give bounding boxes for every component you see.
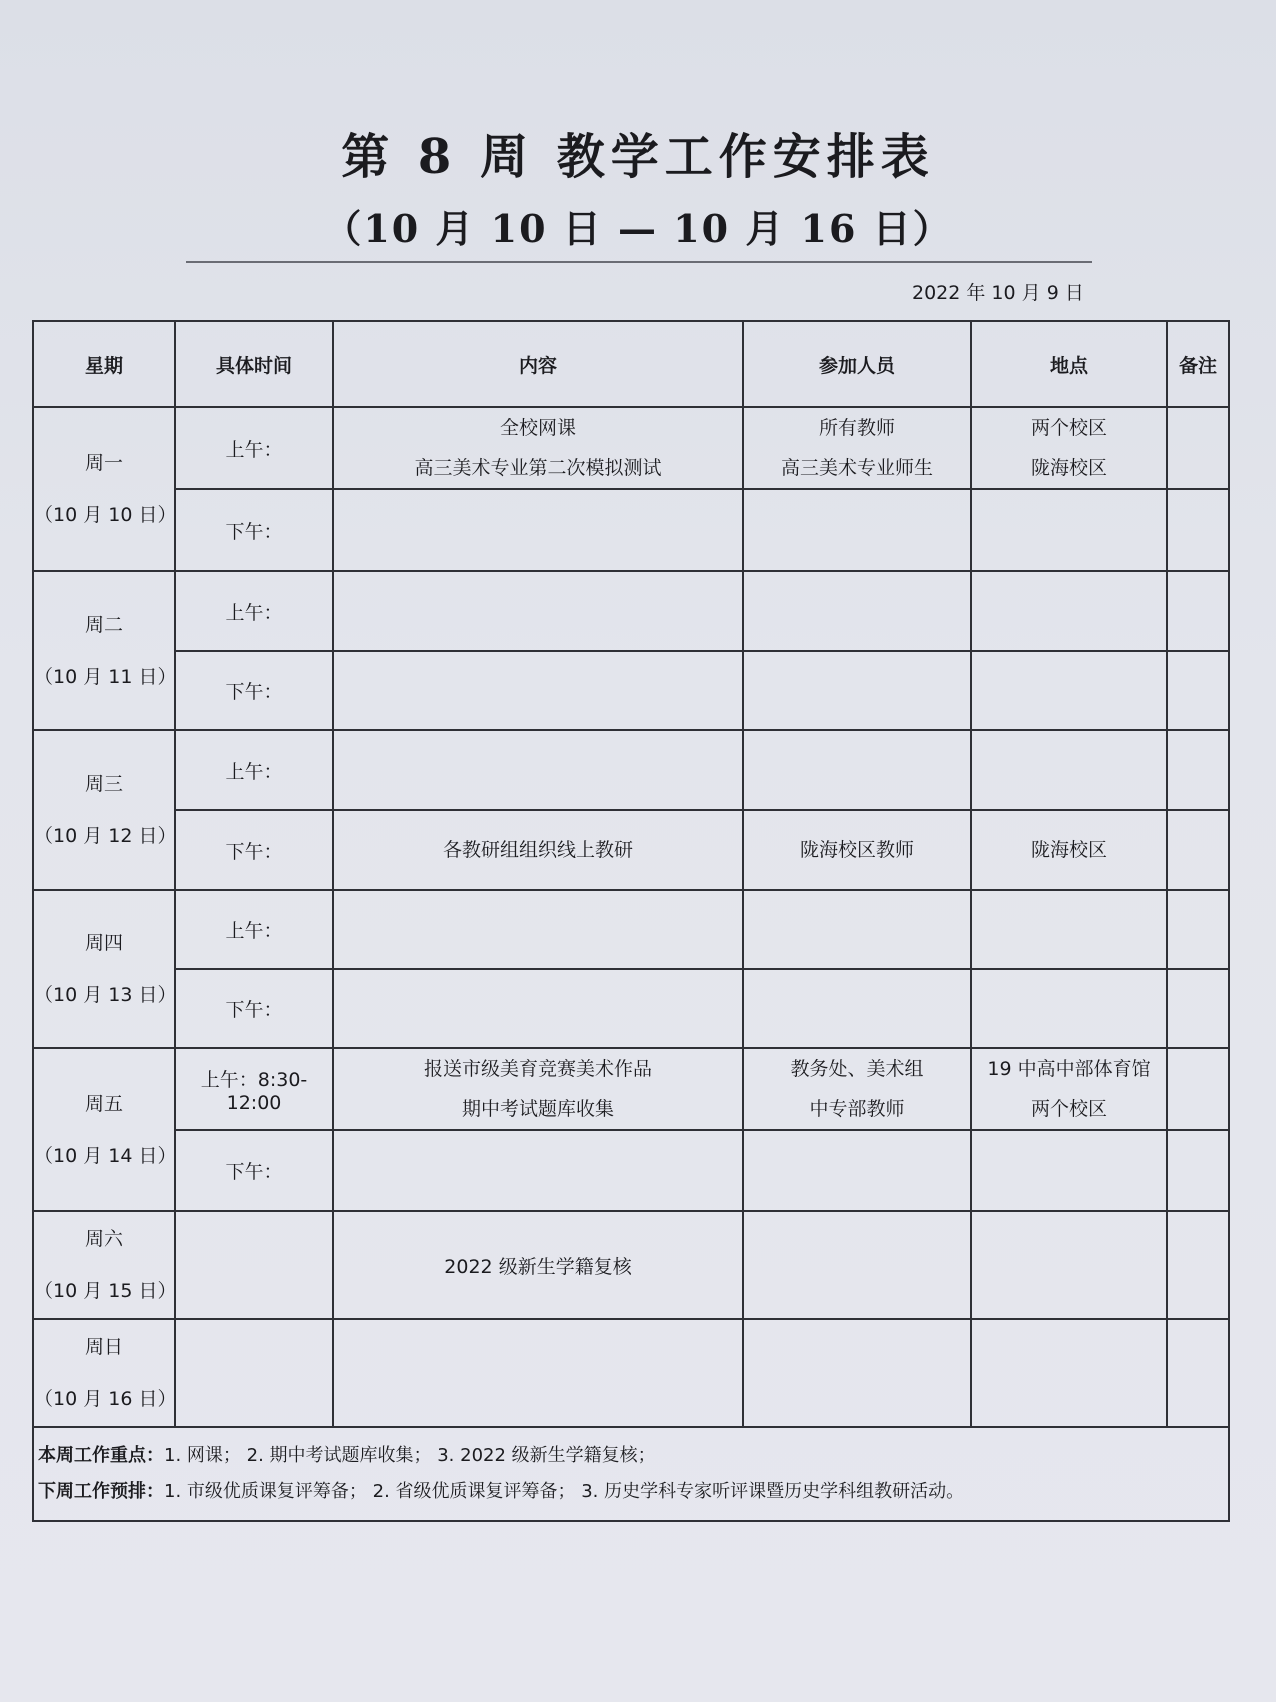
weekday-name: 周日 xyxy=(84,1336,123,1358)
table-row xyxy=(33,1319,1229,1427)
participants-cell xyxy=(743,1211,971,1319)
remarks-cell xyxy=(1167,890,1229,969)
time-cell: 上午： xyxy=(175,407,333,489)
location-cell xyxy=(971,1048,1167,1130)
time-cell: 下午： xyxy=(175,969,333,1048)
location-line: 19 中高中部体育馆 xyxy=(987,1058,1151,1080)
location-cell xyxy=(971,407,1167,489)
table-row xyxy=(33,407,1229,489)
table-row xyxy=(33,1130,1229,1211)
location-cell xyxy=(971,969,1167,1048)
location-line: 陇海校区 xyxy=(1030,839,1107,861)
next-week-plan xyxy=(38,1474,1224,1510)
content-cell xyxy=(333,407,743,489)
remarks-cell xyxy=(1167,571,1229,651)
content-cell xyxy=(333,969,743,1048)
remarks-cell xyxy=(1167,407,1229,489)
remarks-cell xyxy=(1167,969,1229,1048)
weekday-cell xyxy=(33,1211,175,1319)
header-content: 内容 xyxy=(333,321,743,407)
content-cell xyxy=(333,1130,743,1211)
participants-line: 教务处、美术组 xyxy=(790,1058,924,1080)
participants-cell xyxy=(743,489,971,571)
participants-cell xyxy=(743,1130,971,1211)
location-cell xyxy=(971,890,1167,969)
table-row xyxy=(33,489,1229,571)
time-cell xyxy=(175,1211,333,1319)
content-cell xyxy=(333,489,743,571)
weekday-cell xyxy=(33,1319,175,1427)
participants-line: 中专部教师 xyxy=(809,1098,905,1120)
remarks-cell xyxy=(1167,489,1229,571)
table-row xyxy=(33,651,1229,730)
location-cell xyxy=(971,1211,1167,1319)
time-cell: 上午： xyxy=(175,890,333,969)
header-row xyxy=(33,321,1229,407)
location-cell xyxy=(971,730,1167,810)
participants-cell xyxy=(743,1048,971,1130)
weekday-date: （10 月 12 日） xyxy=(34,825,177,847)
content-cell xyxy=(333,890,743,969)
time-cell: 上午： xyxy=(175,730,333,810)
weekly-summary xyxy=(33,1427,1229,1521)
table-row xyxy=(33,730,1229,810)
remarks-cell xyxy=(1167,1319,1229,1427)
content-line: 高三美术专业第二次模拟测试 xyxy=(414,457,662,479)
content-cell xyxy=(333,571,743,651)
participants-cell xyxy=(743,890,971,969)
participants-cell xyxy=(743,407,971,489)
weekday-date: （10 月 11 日） xyxy=(34,665,177,688)
time-cell: 下午： xyxy=(175,1130,333,1211)
page-title: 第 8 周 教学工作安排表 xyxy=(341,129,935,185)
header-remarks: 备注 xyxy=(1167,321,1229,407)
content-cell xyxy=(333,1048,743,1130)
participants-line: 高三美术专业师生 xyxy=(780,457,933,479)
participants-cell xyxy=(743,1319,971,1427)
content-cell xyxy=(333,1319,743,1427)
remarks-cell xyxy=(1167,1211,1229,1319)
weekday-cell xyxy=(33,407,175,571)
location-cell xyxy=(971,1319,1167,1427)
weekly-focus xyxy=(38,1438,1224,1474)
remarks-cell xyxy=(1167,651,1229,730)
time-cell: 下午： xyxy=(175,489,333,571)
participants-line: 陇海校区教师 xyxy=(799,839,914,861)
table-row xyxy=(33,1048,1229,1130)
weekday-date: （10 月 15 日） xyxy=(34,1280,177,1302)
content-cell xyxy=(333,651,743,730)
remarks-cell xyxy=(1167,1130,1229,1211)
content-line: 报送市级美育竞赛美术作品 xyxy=(423,1058,652,1080)
location-cell xyxy=(971,810,1167,890)
location-line: 两个校区 xyxy=(1030,417,1107,439)
content-cell xyxy=(333,730,743,810)
weekday-date: （10 月 16 日） xyxy=(34,1388,177,1410)
table-row xyxy=(33,969,1229,1048)
content-cell xyxy=(333,810,743,890)
time-cell xyxy=(175,1319,333,1427)
weekday-name: 周六 xyxy=(84,1228,123,1250)
next-week-label: 下周工作预排： xyxy=(38,1481,164,1502)
weekly-focus-text: 1. 网课； 2. 期中考试题库收集； 3. 2022 级新生学籍复核； xyxy=(164,1445,656,1466)
participants-cell xyxy=(743,969,971,1048)
issue-date: 2022 年 10 月 9 日 xyxy=(912,282,1084,304)
weekday-date: （10 月 14 日） xyxy=(34,1144,177,1167)
table-row xyxy=(33,890,1229,969)
table-row xyxy=(33,1211,1229,1319)
weekday-cell xyxy=(33,890,175,1048)
date-range-subtitle: （10 月 10 日 — 10 月 16 日） xyxy=(323,206,953,251)
time-cell: 上午： xyxy=(175,571,333,651)
content-line: 期中考试题库收集 xyxy=(461,1098,614,1120)
content-cell: 2022 级新生学籍复核 xyxy=(333,1211,743,1319)
title-divider xyxy=(186,261,1092,263)
weekday-name: 周三 xyxy=(84,773,123,795)
participants-cell xyxy=(743,651,971,730)
remarks-cell xyxy=(1167,730,1229,810)
location-line: 陇海校区 xyxy=(1030,457,1107,479)
weekly-focus-label: 本周工作重点： xyxy=(38,1445,164,1466)
header-location: 地点 xyxy=(971,321,1167,407)
participants-cell xyxy=(743,571,971,651)
header-time: 具体时间 xyxy=(175,321,333,407)
remarks-cell xyxy=(1167,810,1229,890)
participants-cell xyxy=(743,730,971,810)
footer-row xyxy=(33,1427,1229,1521)
time-cell: 下午： xyxy=(175,810,333,890)
weekday-name: 周四 xyxy=(84,932,123,954)
content-line: 各教研组组织线上教研 xyxy=(442,839,633,861)
location-cell xyxy=(971,1130,1167,1211)
next-week-text: 1. 市级优质课复评筹备； 2. 省级优质课复评筹备； 3. 历史学科专家听评课暨历史学科组教研活动。 xyxy=(164,1481,965,1502)
location-cell xyxy=(971,571,1167,651)
remarks-cell xyxy=(1167,1048,1229,1130)
weekday-cell xyxy=(33,571,175,730)
location-cell xyxy=(971,651,1167,730)
table-row xyxy=(33,810,1229,890)
weekday-date: （10 月 13 日） xyxy=(34,984,177,1006)
location-cell xyxy=(971,489,1167,571)
header-weekday: 星期 xyxy=(33,321,175,407)
time-cell: 上午：8:30-12:00 xyxy=(175,1048,333,1130)
table-row xyxy=(33,571,1229,651)
header-participants: 参加人员 xyxy=(743,321,971,407)
schedule-table xyxy=(32,320,1230,1522)
participants-cell xyxy=(743,810,971,890)
weekday-name: 周二 xyxy=(84,613,123,636)
weekday-name: 周一 xyxy=(84,452,123,474)
weekday-cell xyxy=(33,1048,175,1211)
time-cell: 下午： xyxy=(175,651,333,730)
participants-line: 所有教师 xyxy=(818,417,895,439)
weekday-cell xyxy=(33,730,175,890)
weekday-name: 周五 xyxy=(84,1092,123,1115)
content-line: 全校网课 xyxy=(499,417,576,439)
weekday-date: （10 月 10 日） xyxy=(34,504,177,526)
location-line: 两个校区 xyxy=(1030,1098,1107,1120)
